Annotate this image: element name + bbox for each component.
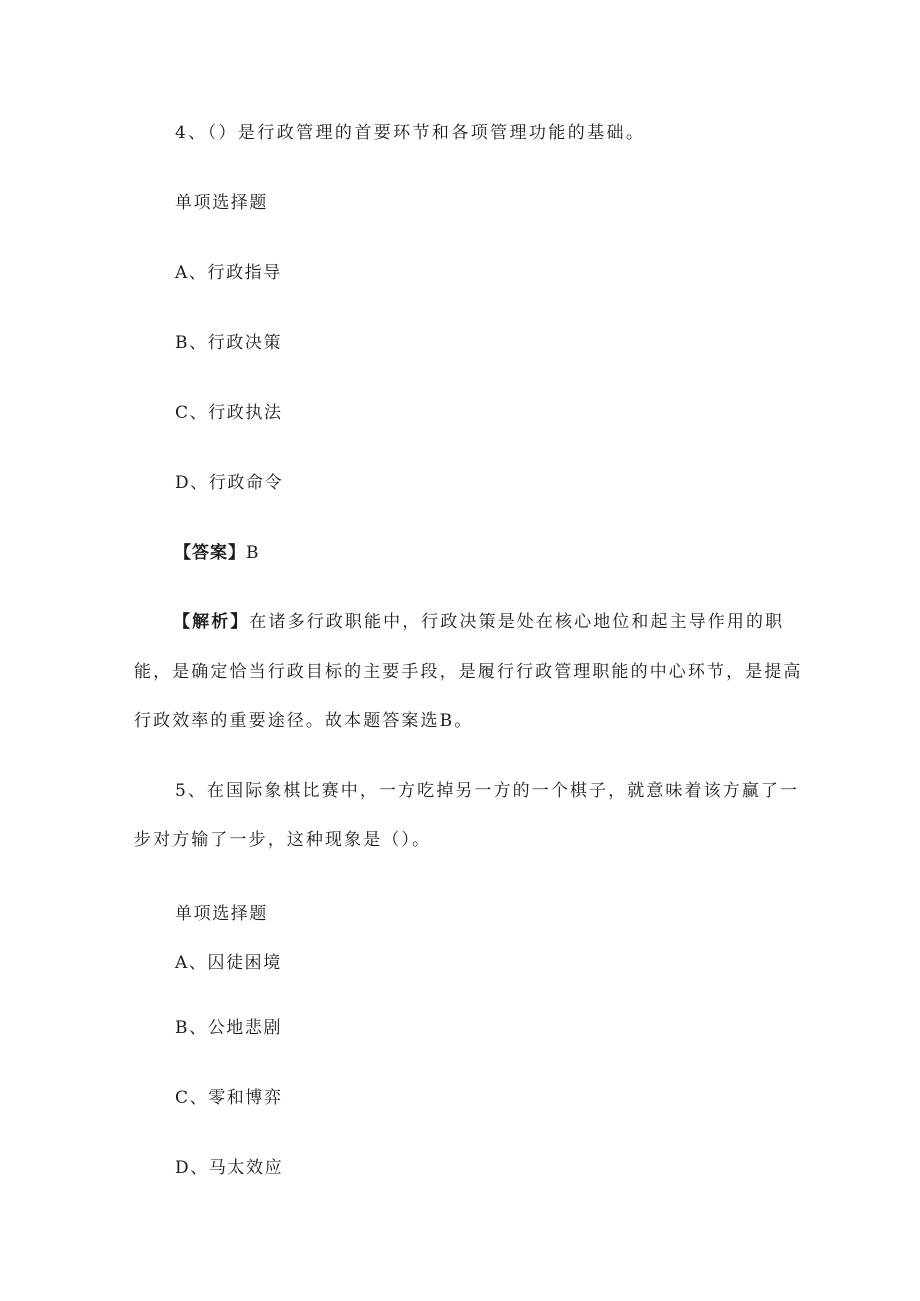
- question-4-explanation-line-3: 行政效率的重要途径。故本题答案选B。: [134, 711, 474, 731]
- question-4-type: 单项选择题: [175, 193, 268, 213]
- explanation-text: 在诸多行政职能中，行政决策是处在核心地位和起主导作用的职: [249, 612, 785, 632]
- question-5-text-line-2: 步对方输了一步，这种现象是（）。: [134, 830, 432, 850]
- question-4-option-a: A、行政指导: [175, 263, 282, 283]
- answer-value: B: [246, 543, 260, 563]
- question-5-type: 单项选择题: [175, 904, 268, 924]
- question-5-option-a: A、囚徒困境: [175, 953, 282, 973]
- question-5-option-c: C、零和博弈: [175, 1088, 283, 1108]
- question-4-option-c: C、行政执法: [175, 403, 283, 423]
- question-4-option-b: B、行政决策: [175, 333, 283, 353]
- question-4-answer: [174, 542, 260, 564]
- answer-label: 【答案】: [174, 543, 246, 563]
- explanation-label: 【解析】: [173, 612, 250, 632]
- question-4-text: 4、（）是行政管理的首要环节和各项管理功能的基础。: [175, 123, 646, 143]
- question-5-option-b: B、公地悲剧: [175, 1018, 283, 1038]
- question-4-option-d: D、行政命令: [175, 473, 284, 493]
- question-4-explanation-line-1: [173, 611, 784, 633]
- question-5-text-line-1: 5、在国际象棋比赛中，一方吃掉另一方的一个棋子，就意味着该方赢了一: [175, 781, 800, 801]
- question-4-explanation-line-2: 能，是确定恰当行政目标的主要手段，是履行行政管理职能的中心环节，是提高: [134, 662, 803, 682]
- question-5-option-d: D、马太效应: [175, 1158, 284, 1178]
